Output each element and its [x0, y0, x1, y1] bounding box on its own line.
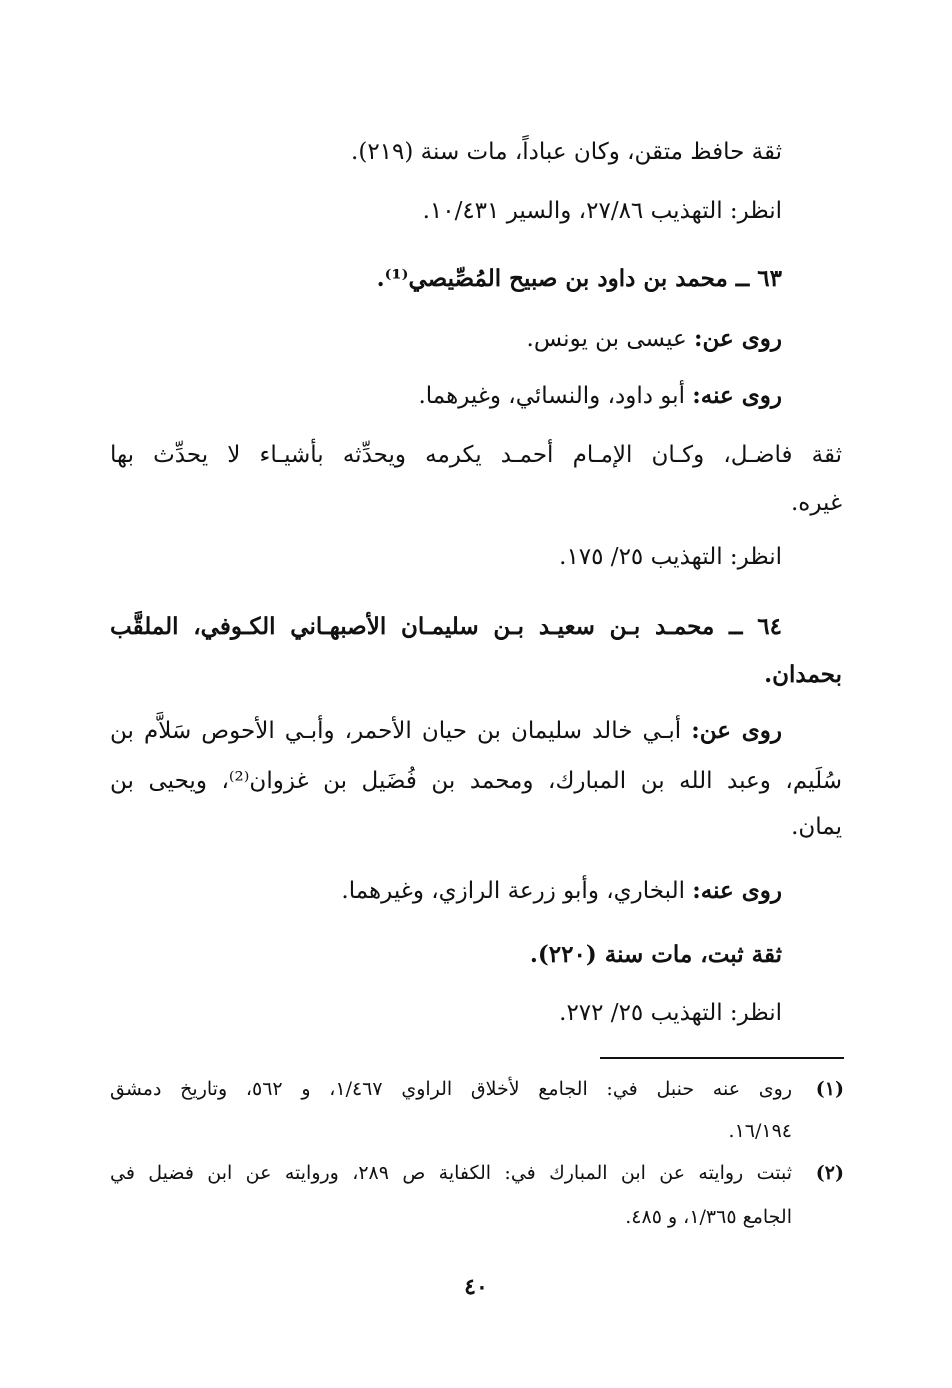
biography-63-heading: ٦٣ ــ محمد بن داود بن صبيح المُصِّيصي⁽¹⁾.: [376, 265, 782, 292]
biography-63-narrated-from: [527, 324, 782, 354]
narrated-from-label: روى عن:: [691, 717, 782, 744]
footnote-2-number: (٢): [815, 1162, 844, 1184]
biography-63-reference: انظر: التهذيب ٢٥/ ١٧٥.: [559, 544, 782, 570]
biography-62-reference: انظر: التهذيب ٢٧/٨٦، والسير ١٠/٤٣١.: [422, 198, 782, 224]
narrated-from-text: عيسى بن يونس.: [526, 326, 687, 352]
footnote-2-line1: ثبتت روايته عن ابن المبارك في: الكفاية ص ٢٨٩، وروايته عن ابن فضيل في: [110, 1162, 792, 1184]
biography-64-narrated-from-line1: [110, 716, 782, 746]
biography-64-heading-line2: بحمدان.: [764, 661, 842, 688]
biography-64-status: ثقة ثبت، مات سنة (٢٢٠).: [529, 941, 782, 968]
narrated-by-label: روى عنه:: [692, 382, 782, 409]
narrated-from-text: أبـي خالد سليمان بن حيان الأحمر، وأبـي الأحوص سَلاَّم بن: [110, 718, 682, 744]
narrated-by-text: البخاري، وأبو زرعة الرازي، وغيرهما.: [341, 878, 685, 904]
biography-64-reference: انظر: التهذيب ٢٥/ ٢٧٢.: [559, 1000, 782, 1026]
biography-63-status-line1: ثقة فاضـل، وكـان الإمـام أحمـد يكرمه ويحدِّثه بأشيـاء لا يحدِّث بها: [110, 442, 842, 468]
biography-63-status-line2: غيره.: [790, 490, 842, 516]
footnote-separator: [600, 1057, 844, 1059]
biography-64-narrated-by: [341, 876, 782, 906]
footnote-1-line1: روى عنه حنبل في: الجامع لأخلاق الراوي ١/٤٦٧، و ٥٦٢، وتاريخ دمشق: [110, 1078, 792, 1100]
narrated-by-text: أبو داود، والنسائي، وغيرهما.: [418, 383, 685, 409]
biography-64-narrated-from-line2: سُلَيم، وعبد الله بن المبارك، ومحمد بن فُضَيل بن غزوان⁽²⁾، ويحيى بن: [110, 768, 842, 794]
biography-64-narrated-from-line3: يمان.: [791, 814, 842, 840]
footnote-1-number: (١): [815, 1078, 844, 1100]
biography-63-narrated-by: [418, 381, 782, 411]
biography-62-status: ثقة حافظ متقن، وكان عباداً، مات سنة (٢١٩).: [351, 139, 782, 165]
narrated-from-label: روى عن:: [694, 325, 782, 352]
page-number: ٤٠: [464, 1274, 488, 1300]
footnote-2-line2: الجامع ١/٣٦٥، و ٤٨٥.: [625, 1206, 792, 1228]
footnote-1-line2: ١٦/١٩٤.: [728, 1120, 792, 1142]
narrated-by-label: روى عنه:: [692, 877, 782, 904]
biography-64-heading-line1: ٦٤ ــ محمـد بـن سعيـد بـن سليمـان الأصبهـاني الكـوفي، الملقَّب: [110, 613, 782, 640]
